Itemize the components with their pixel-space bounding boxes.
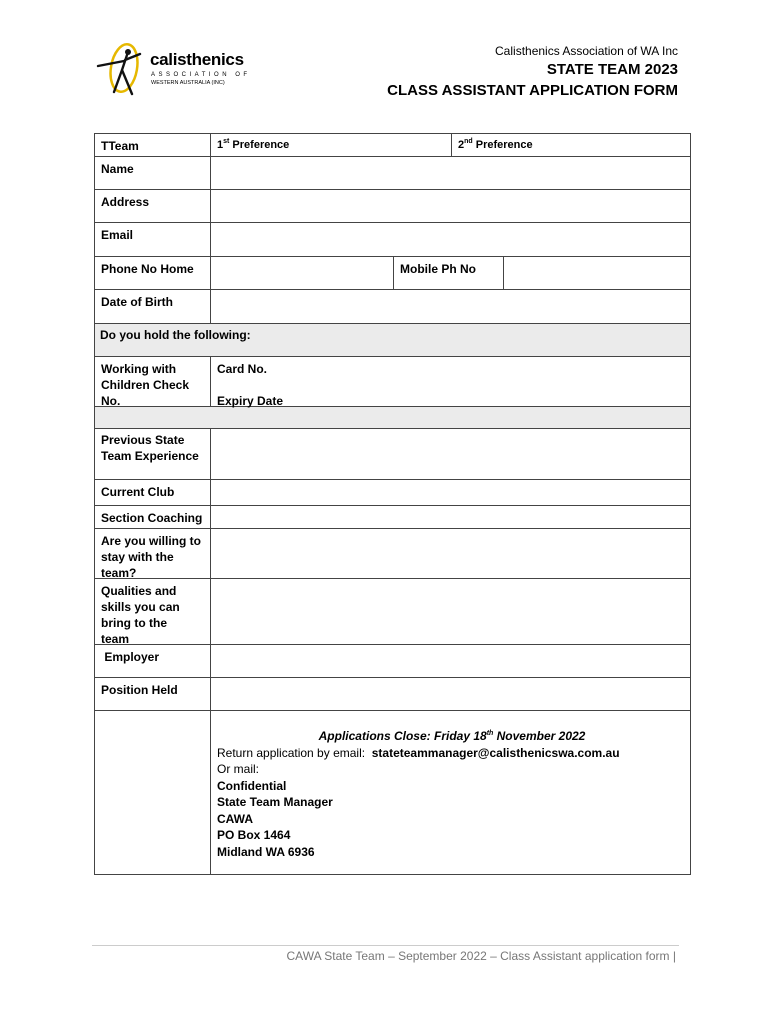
expiry-label: Expiry Date (217, 394, 284, 408)
org-name: Calisthenics Association of WA Inc (495, 44, 678, 58)
mail-address-line: Confidential (217, 778, 287, 793)
footer-divider (92, 945, 679, 946)
logo (92, 40, 252, 100)
mobile-label: Mobile Ph No (400, 262, 476, 276)
section-coaching-label: Section Coaching (101, 511, 203, 525)
mail-address-line: CAWA (217, 811, 253, 826)
logo-assoc-text: ASSOCIATION OF (151, 72, 251, 78)
footer-text: CAWA State Team – September 2022 – Class Assistant application form | (286, 949, 676, 963)
willing-label: Are you willing to stay with the team? (101, 534, 202, 580)
phone-home-label: Phone No Home (101, 262, 194, 276)
pref2-label: 2nd Preference (458, 138, 533, 151)
team-label: TTeam (101, 139, 139, 153)
closing-date: Applications Close: Friday 18th November 2022 (318, 729, 586, 743)
dob-label: Date of Birth (101, 295, 173, 309)
name-label: Name (101, 162, 134, 176)
gymnast-logo-icon (92, 40, 152, 100)
prev-exp-label: Previous State Team Experience (101, 433, 199, 463)
page-title: STATE TEAM 2023 (546, 61, 678, 78)
position-label: Position Held (101, 683, 178, 697)
email-label: Email (101, 228, 134, 242)
page-subtitle: CLASS ASSISTANT APPLICATION FORM (387, 82, 678, 99)
current-club-label: Current Club (101, 485, 175, 499)
return-email-link[interactable]: stateteammanager@calisthenicswa.com.au (371, 745, 620, 760)
logo-region-text: WESTERN AUSTRALIA (INC) (151, 80, 225, 86)
address-label: Address (101, 195, 150, 209)
or-mail: Or mail: (217, 762, 259, 776)
mail-address-line: Midland WA 6936 (217, 844, 315, 859)
qualities-label: Qualities and skills you can bring to the team (101, 584, 180, 646)
card-no-label: Card No. (217, 362, 268, 376)
logo-brand-text: calisthenics (150, 50, 244, 69)
return-line: Return application by email: stateteammanager@calisthenicswa.com.au (217, 745, 620, 760)
instructions (217, 728, 687, 860)
hold-row (94, 323, 690, 356)
wwcc-label: Working with Children Check No. (101, 362, 190, 408)
pref1-label: 1st Preference (217, 138, 290, 151)
mail-address-line: State Team Manager (217, 795, 333, 809)
employer-label: Employer (101, 650, 160, 664)
hold-label: Do you hold the following: (100, 328, 251, 342)
mail-address-line: PO Box 1464 (217, 828, 291, 842)
